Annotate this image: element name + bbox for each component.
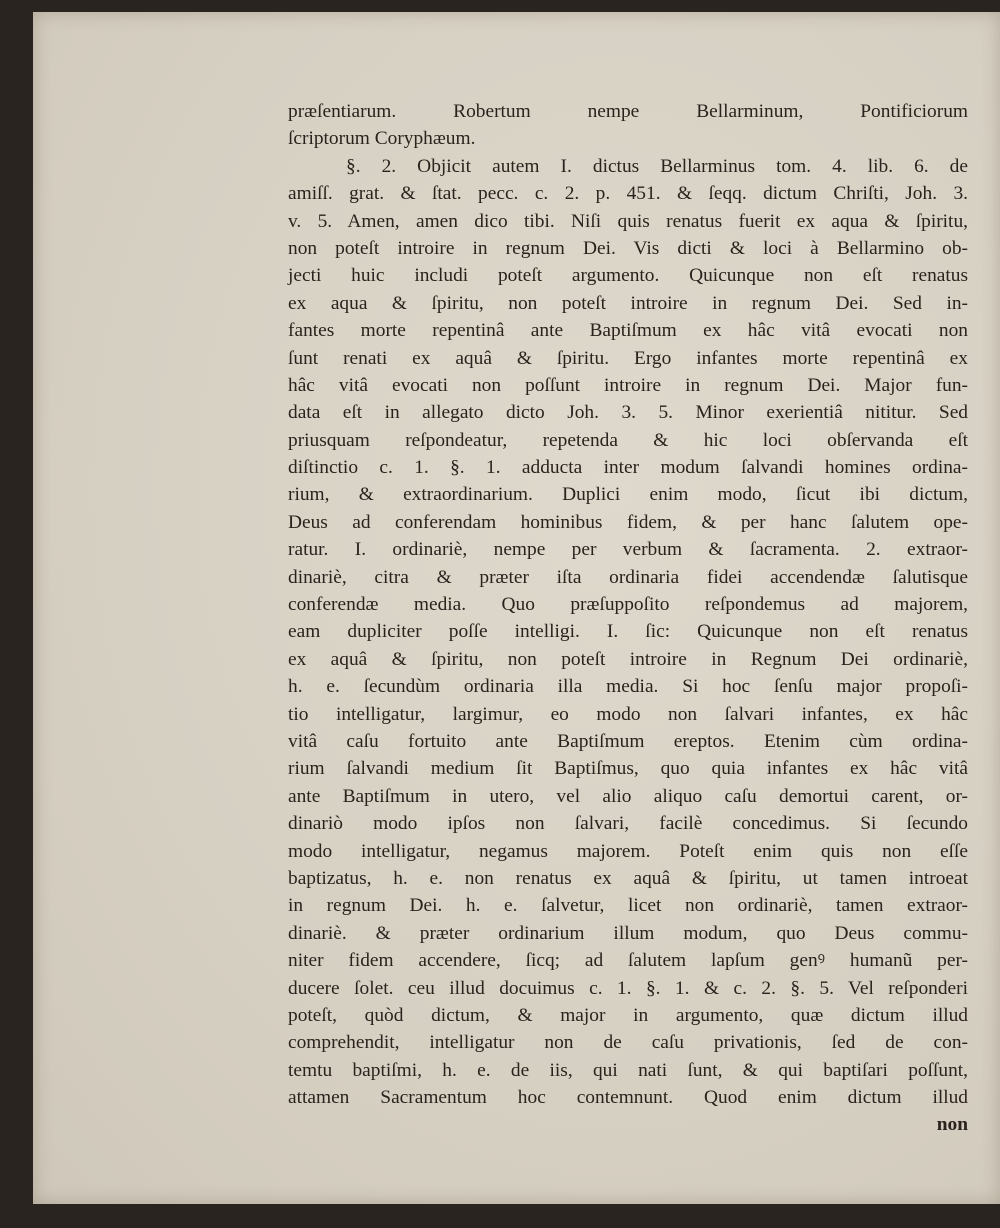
- text-line: data eſt in allegato dicto Joh. 3. 5. Minor exerientiâ nititur. Sed: [288, 402, 968, 424]
- text-line: ante Baptiſmum in utero, vel alio aliquo caſu demortui carent, or-: [288, 785, 968, 807]
- text-line: in regnum Dei. h. e. ſalvetur, licet non ordinariè, tamen extraor-: [288, 895, 968, 917]
- text-line: ex aqua & ſpiritu, non poteſt introire in regnum Dei. Sed in-: [288, 292, 968, 314]
- page-text: [288, 98, 968, 1139]
- text-line: dinariò modo ipſos non ſalvari, facilè concedimus. Si ſecundo: [288, 813, 968, 835]
- text-line: rium ſalvandi medium ſit Baptiſmus, quo quia infantes ex hâc vitâ: [288, 758, 968, 780]
- text-line: ſunt renati ex aquâ & ſpiritu. Ergo infantes morte repentinâ ex: [288, 347, 968, 369]
- text-line: jecti huic includi poteſt argumento. Quicunque non eſt renatus: [288, 265, 968, 287]
- text-line: hâc vitâ evocati non poſſunt introire in regnum Dei. Major fun-: [288, 374, 968, 396]
- text-line: comprehendit, intelligatur non de caſu privationis, ſed de con-: [288, 1032, 968, 1054]
- text-line: poteſt, quòd dictum, & major in argumento, quæ dictum illud: [288, 1004, 968, 1026]
- text-line: præſentiarum. Robertum nempe Bellarminum, Pontificiorum: [288, 101, 968, 122]
- text-line: ex aquâ & ſpiritu, non poteſt introire in Regnum Dei ordinariè,: [288, 648, 968, 670]
- text-line: non poteſt introire in regnum Dei. Vis dicti & loci à Bellarmino ob-: [288, 237, 968, 259]
- text-line: ducere ſolet. ceu illud docuimus c. 1. §. 1. & c. 2. §. 5. Vel reſponderi: [288, 977, 968, 999]
- catchword: non: [936, 1114, 968, 1136]
- text-line: conferendæ media. Quo præſuppoſito reſpondemus ad majorem,: [288, 594, 968, 616]
- text-line: §. 2. Objicit autem I. dictus Bellarminus tom. 4. lib. 6. de: [346, 155, 968, 177]
- text-line: priusquam reſpondeatur, repetenda & hic loci obſervanda eſt: [288, 429, 968, 451]
- text-line: fantes morte repentinâ ante Baptiſmum ex hâc vitâ evocati non: [288, 320, 968, 342]
- text-line: eam dupliciter poſſe intelligi. I. ſic: Quicunque non eſt renatus: [288, 621, 968, 643]
- text-line: ratur. I. ordinariè, nempe per verbum & ſacramenta. 2. extraor-: [288, 539, 968, 561]
- text-line: Deus ad conferendam hominibus fidem, & per hanc ſalutem ope-: [288, 511, 968, 533]
- text-line: vitâ caſu fortuito ante Baptiſmum ereptos. Etenim cùm ordina-: [288, 730, 968, 752]
- text-line: dinariè, citra & præter iſta ordinaria fidei accendendæ ſalutisque: [288, 566, 968, 588]
- text-line: temtu baptiſmi, h. e. de iis, qui nati ſunt, & qui baptiſari poſſunt,: [288, 1059, 968, 1081]
- text-line: niter fidem accendere, ſicq; ad ſalutem lapſum genꝰ humanũ per-: [288, 950, 968, 972]
- text-line: baptizatus, h. e. non renatus ex aquâ & ſpiritu, ut tamen introeat: [288, 867, 968, 889]
- text-line: h. e. ſecundùm ordinaria illa media. Si hoc ſenſu major propoſi-: [288, 676, 968, 698]
- text-line: rium, & extraordinarium. Duplici enim modo, ſicut ibi dictum,: [288, 484, 968, 506]
- text-line: tio intelligatur, largimur, eo modo non ſalvari infantes, ex hâc: [288, 703, 968, 725]
- book-page: [33, 12, 1000, 1204]
- text-line: modo intelligatur, negamus majorem. Poteſt enim quis non eſſe: [288, 840, 968, 862]
- text-line: v. 5. Amen, amen dico tibi. Niſi quis renatus fuerit ex aqua & ſpiritu,: [288, 210, 968, 232]
- text-line: attamen Sacramentum hoc contemnunt. Quod enim dictum illud: [288, 1087, 968, 1109]
- text-line: diſtinctio c. 1. §. 1. adducta inter modum ſalvandi homines ordina-: [288, 457, 968, 479]
- text-line: ſcriptorum Coryphæum.: [288, 128, 476, 150]
- text-line: amiſſ. grat. & ſtat. pecc. c. 2. p. 451. & ſeqq. dictum Chriſti, Joh. 3.: [288, 183, 968, 205]
- text-line: dinariè. & præter ordinarium illum modum, quo Deus commu-: [288, 922, 968, 944]
